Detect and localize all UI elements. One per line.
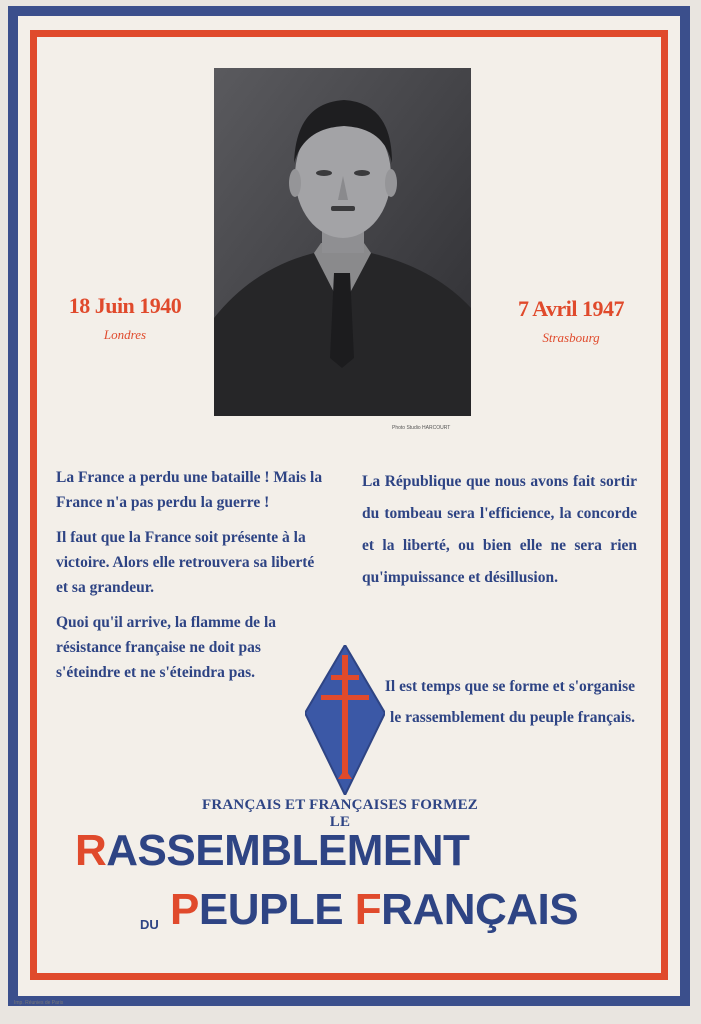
headline-initial-r: R [75, 826, 107, 875]
date-right-value: 7 Avril 1947 [517, 296, 625, 321]
date-left-place: Londres [103, 327, 147, 342]
call-to-action: FRANÇAIS ET FRANÇAISES FORMEZ LE [202, 797, 478, 830]
date-right-place: Strasbourg [542, 330, 600, 345]
right-column-top: La République que nous avons fait sortir du tombeau sera l'efficience, la concorde et la liberté, ou bien elle ne sera rien qu'impuissance et désillusion. [362, 473, 637, 586]
headline-du: DU [140, 917, 159, 932]
left-paragraph-3: Quoi qu'il arrive, la flamme de la résistance française ne doit pas s'éteindre et ne s'éteindra pas. [56, 614, 276, 681]
portrait-photo [214, 68, 471, 416]
headline-peuple-francais [170, 885, 579, 934]
headline-rest-2a: EUPLE [198, 885, 355, 934]
right-column-bottom: Il est temps que se forme et s'organise le rassemblement du peuple français. [384, 678, 635, 726]
photo-credit: Photo Studio HARCOURT [392, 425, 451, 431]
headline-initial-f: F [354, 885, 382, 934]
date-left-value: 18 Juin 1940 [68, 293, 182, 318]
date-right [492, 296, 650, 346]
cross-of-lorraine-emblem [305, 645, 385, 795]
headline-rassemblement [75, 826, 470, 875]
left-column-text [56, 465, 326, 695]
left-paragraph-2: Il faut que la France soit présente à la victoire. Alors elle retrouvera sa liberté et sa grandeur. [56, 529, 315, 596]
portrait-illustration [214, 68, 471, 416]
headline-rest-2b: RANÇAIS [381, 885, 579, 934]
headline-initial-p: P [170, 885, 199, 934]
left-paragraph-1: La France a perdu une bataille ! Mais la France n'a pas perdu la guerre ! [56, 469, 323, 511]
headline-rest-1: ASSEMBLEMENT [106, 826, 470, 875]
date-left [50, 293, 200, 343]
printer-imprint: Imp. Réunies de Paris [14, 1000, 64, 1006]
